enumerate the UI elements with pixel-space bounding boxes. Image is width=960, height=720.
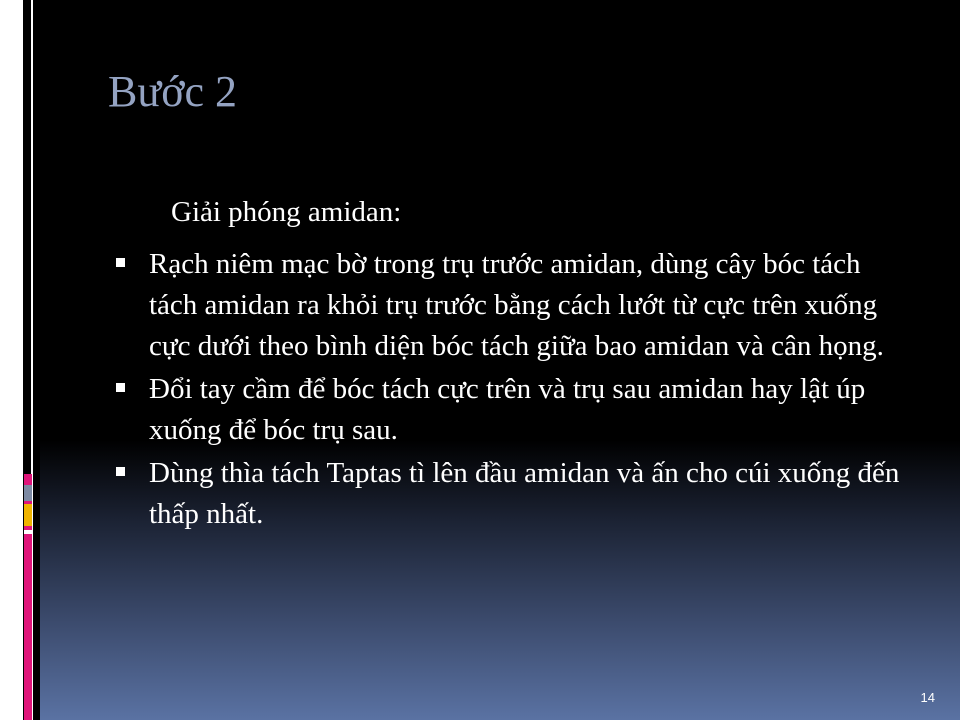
list-item-text: Rạch niêm mạc bờ trong trụ trước amidan, dùng cây bóc tách tách amidan ra khỏi trụ trước bằng cách lướt từ cực trên xuống cực dưới theo bình diện bóc tách giữa bao amidan và cân họng. (149, 248, 884, 362)
list-item-text: Dùng thìa tách Taptas tì lên đầu amidan và ấn cho cúi xuống đến thấp nhất. (149, 457, 900, 530)
bullet-list (114, 244, 914, 535)
list-item (114, 369, 914, 451)
dark-bar-2 (33, 0, 40, 720)
slide-subtitle: Giải phóng amidan: (171, 196, 402, 228)
gray-bar (24, 485, 32, 501)
square-bullet-icon (116, 258, 125, 267)
list-item (114, 244, 914, 367)
left-decor-strip (0, 0, 40, 720)
square-bullet-icon (116, 467, 125, 476)
list-item-text: Đổi tay cầm để bóc tách cực trên và trụ sau amidan hay lật úp xuống để bóc trụ sau. (149, 373, 866, 446)
slide-title: Bước 2 (108, 67, 237, 116)
white-gap (24, 530, 32, 534)
list-item (114, 453, 914, 535)
decor-bars (0, 0, 40, 720)
gold-bar (24, 504, 32, 526)
square-bullet-icon (116, 383, 125, 392)
page-number: 14 (920, 690, 935, 705)
